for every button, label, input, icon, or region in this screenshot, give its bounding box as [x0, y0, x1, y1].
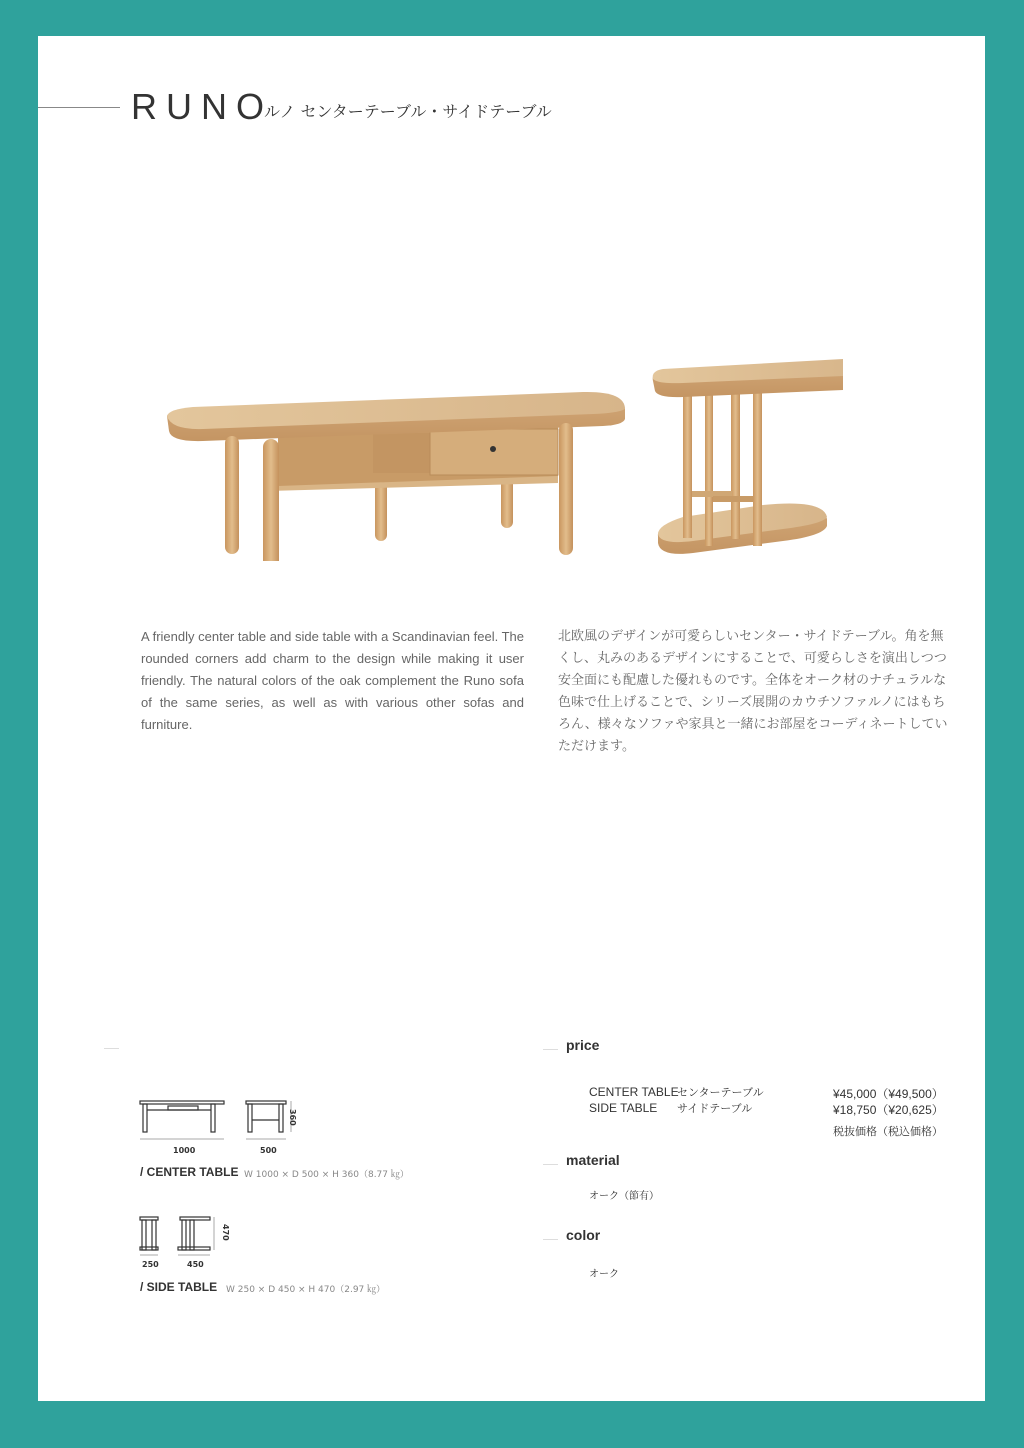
- side-table-dims: W 250 × D 450 × H 470（2.97 ㎏）: [226, 1285, 386, 1295]
- center-width-label: 1000: [173, 1146, 196, 1155]
- material-value: オーク（節有）: [589, 1191, 659, 1202]
- price-row-center-jp: センターテーブル: [677, 1086, 764, 1099]
- center-table-dims: W 1000 × D 500 × H 360（8.77 ㎏）: [244, 1170, 409, 1180]
- side-table-drawing: [138, 1214, 248, 1262]
- material-divider: [543, 1164, 558, 1165]
- price-title: price: [566, 1037, 600, 1053]
- center-depth-label: 500: [260, 1146, 277, 1155]
- price-row-side-jp: サイドテーブル: [677, 1102, 753, 1115]
- side-table-image: [653, 359, 843, 554]
- center-height-label: 360: [288, 1109, 297, 1126]
- title-rule: [38, 107, 120, 108]
- price-divider: [543, 1049, 558, 1050]
- catalog-page: [38, 36, 985, 1401]
- material-title: material: [566, 1152, 620, 1168]
- color-title: color: [566, 1227, 601, 1243]
- center-table-drawing: [138, 1098, 313, 1158]
- color-value: オーク: [589, 1269, 619, 1280]
- description-japanese: 北欧風のデザインが可愛らしいセンター・サイドテーブル。角を無くし、丸みのあるデザインにすることで、可愛らしさを演出しつつ安全面にも配慮した優れものです。全体をオーク材のナチュラルな色味で仕上げることで、シリーズ展開のカウチソファルノにはもちろん、様々なソファや家具と一緒にお部屋をコーディネートしていただけます。: [558, 629, 948, 754]
- price-row-side-en: SIDE TABLE: [589, 1101, 658, 1115]
- spec-divider: [104, 1048, 119, 1049]
- price-row-center-en: CENTER TABLE: [589, 1085, 679, 1099]
- side-height-label: 470: [221, 1224, 230, 1241]
- brand-title: RUNO: [131, 86, 273, 127]
- product-subtitle: ルノ センターテーブル・サイドテーブル: [264, 102, 552, 121]
- side-width-label: 250: [142, 1260, 159, 1269]
- side-depth-label: 450: [187, 1260, 204, 1269]
- description-english: A friendly center table and side table with a Scandinavian feel. The rounded corners add charm to the design while making it user friendly. The natural colors of the oak complement the Runo sofa of the same series, as well as with various other sofas and furniture.: [141, 629, 524, 732]
- center-table-name: / CENTER TABLE: [140, 1165, 239, 1179]
- price-row-side-value: ¥18,750（¥20,625）: [833, 1103, 944, 1117]
- center-table-image: [167, 392, 625, 561]
- price-note: 税抜価格（税込価格）: [833, 1125, 943, 1138]
- side-table-name: / SIDE TABLE: [140, 1280, 218, 1294]
- price-row-center-value: ¥45,000（¥49,500）: [833, 1087, 944, 1101]
- color-divider: [543, 1239, 558, 1240]
- product-photo: [163, 321, 843, 561]
